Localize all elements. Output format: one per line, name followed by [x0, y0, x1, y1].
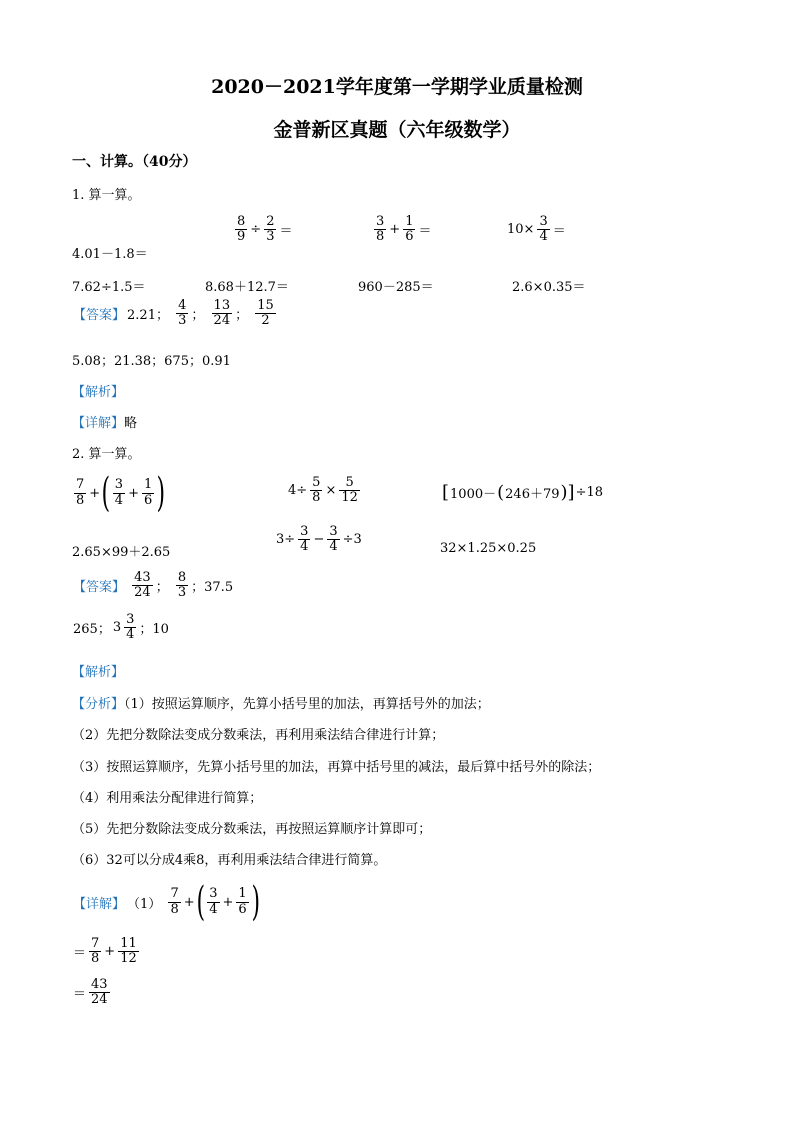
q1-expr-2: $\frac{8}{9}$ ÷ $\frac{2}{3}$ ＝ [237, 214, 293, 245]
q2-expr-2: 4÷ $\frac{5}{8}$ × $\frac{5}{12}$ [288, 475, 358, 506]
q2-analysis-tag: 【解析】 [72, 665, 125, 680]
q1-detail: 【详解】略 [72, 416, 138, 431]
q1-analysis-tag: 【解析】 [72, 385, 125, 400]
q1-expr-6: 8.68＋12.7＝ [205, 280, 289, 295]
q1-expr-1: 4.01－1.8＝ [72, 247, 148, 262]
q1-expr-3: $\frac{3}{8}$ + $\frac{1}{6}$ ＝ [376, 214, 432, 245]
q1-label: 1. 算一算。 [72, 188, 141, 203]
q1-expr-5: 7.62÷1.5＝ [72, 280, 146, 295]
q1-expr-4: 10× $\frac{3}{4}$ ＝ [507, 214, 566, 245]
q2-analysis-line: （5）先把分数除法变成分数乘法，再按照运算顺序计算即可； [72, 822, 432, 837]
q2-expr-5: 3÷ $\frac{3}{4}$ − $\frac{3}{4}$ ÷3 [276, 524, 362, 555]
q2-analysis-line: 【分析】（1）按照运算顺序，先算小括号里的加法，再算括号外的加法； [72, 697, 490, 712]
q1-expr-8: 2.6×0.35＝ [512, 280, 586, 295]
q2-answer: 【答案】 $\frac{43}{24}$ ； $\frac{8}{3}$ ；37.5 [73, 570, 234, 601]
q2-expr-3: [1000－(246＋79)]÷18 [442, 482, 604, 503]
section-heading: 一、计算。（40分） [72, 154, 197, 170]
q2-analysis-line: （2）先把分数除法变成分数乘法，再利用乘法结合律进行计算； [72, 728, 445, 743]
page-title: 2020－2021学年度第一学期学业质量检测 [211, 76, 583, 98]
q2-detail: 【详解】 （1） $\frac{7}{8}$ +( $\frac{3}{4}$ + $\frac{1}{6}$ ) [73, 879, 260, 925]
q2-answer-line2: 265； 3 $\frac{3}{4}$ ；10 [73, 612, 169, 643]
q2-expr-4: 2.65×99＋2.65 [72, 545, 171, 560]
q2-analysis-line: （4）利用乘法分配律进行简算； [72, 791, 263, 806]
q2-expr-6: 32×1.25×0.25 [440, 541, 537, 556]
page-subtitle: 金普新区真题（六年级数学） [273, 119, 521, 141]
q2-analysis-line: （6）32可以分成4乘8，再利用乘法结合律进行简算。 [72, 853, 387, 868]
q2-expr-1: $\frac{7}{8}$ +( $\frac{3}{4}$ + $\frac{1}{6}$ ) [76, 470, 166, 516]
q1-expr-7: 960－285＝ [358, 280, 434, 295]
q2-detail-step2: ＝ $\frac{43}{24}$ [73, 977, 108, 1008]
q1-answer: 【答案】 2.21； $\frac{4}{3}$ ； $\frac{13}{24}$ ； $\frac{15}{2}$ [73, 298, 274, 329]
q2-analysis-line: （3）按照运算顺序，先算小括号里的加法，再算中括号里的减法，最后算中括号外的除法； [72, 760, 601, 775]
q2-detail-step1: ＝ $\frac{7}{8}$ + $\frac{11}{12}$ [73, 936, 137, 967]
q2-label: 2. 算一算。 [72, 447, 141, 462]
q1-answer-line2: 5.08；21.38；675；0.91 [72, 354, 231, 369]
